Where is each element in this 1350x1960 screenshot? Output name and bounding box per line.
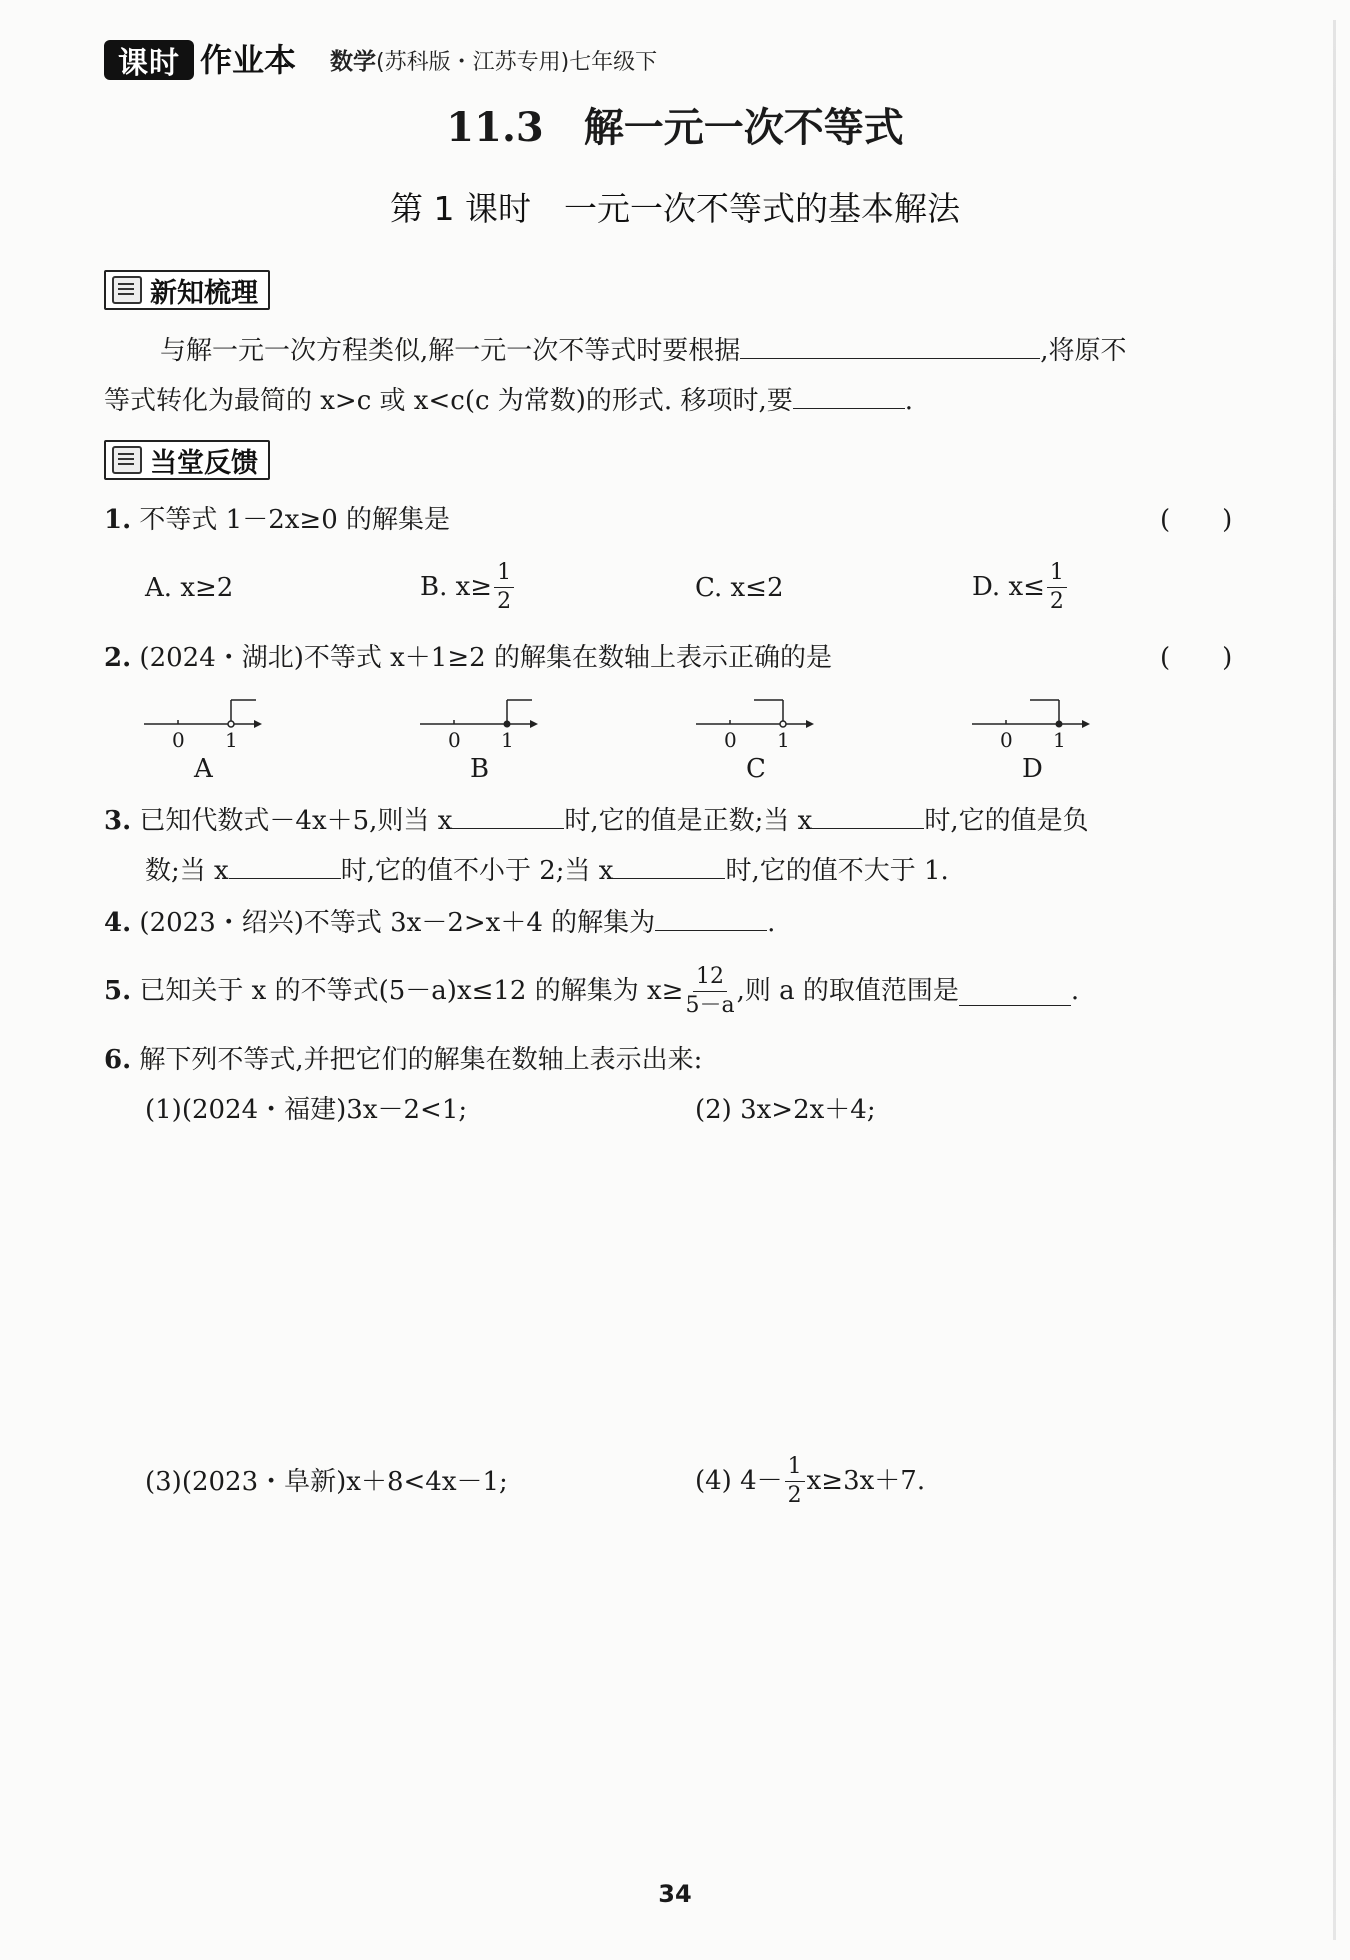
section-new-knowledge: [104, 270, 270, 310]
number-line-graphic: [694, 688, 814, 728]
tick-label-one: 1: [1053, 728, 1066, 752]
question-3-cont: [145, 850, 1245, 891]
sub-question-4: [695, 1446, 925, 1516]
edition-label: (苏科版・江苏专用)七年级下: [376, 50, 658, 75]
tick-label-zero: 0: [172, 728, 185, 752]
book-icon: [112, 276, 142, 304]
answer-blank[interactable]: [959, 977, 1071, 1006]
question-5: [104, 956, 1079, 1026]
answer-blank[interactable]: [655, 902, 767, 931]
answer-blank[interactable]: [793, 380, 905, 409]
question-3: [104, 800, 1254, 841]
answer-blank[interactable]: [812, 800, 924, 829]
question-text: x≥3x＋7.: [806, 1466, 926, 1496]
question-4: [104, 902, 775, 943]
option-label: A.: [145, 573, 173, 603]
question-text: 已知关于 x 的不等式(5－a)x≤12 的解集为 x≥: [139, 976, 684, 1006]
question-number: 4.: [104, 908, 132, 938]
question-stem: (2023・绍兴)不等式 3x－2>x＋4 的解集为: [139, 908, 656, 938]
answer-blank[interactable]: [229, 850, 341, 879]
number-line-d[interactable]: [970, 688, 1090, 784]
tick-label-zero: 0: [724, 728, 737, 752]
period: .: [767, 908, 776, 938]
question-text: 时,它的值是负: [924, 806, 1089, 836]
intro-text-suffix: ,将原不: [1040, 336, 1127, 366]
sub-question-2: (2) 3x>2x＋4;: [695, 1095, 876, 1125]
page-number: 34: [658, 1880, 692, 1908]
lesson-title: 第 1 课时 一元一次不等式的基本解法: [390, 189, 960, 228]
option-a[interactable]: [145, 568, 233, 608]
subject-label: 数学: [330, 49, 376, 75]
answer-blank[interactable]: [613, 850, 725, 879]
question-text: (4) 4－: [695, 1466, 783, 1496]
question-stem: 解下列不等式,并把它们的解集在数轴上表示出来:: [139, 1045, 703, 1075]
option-caption: C: [746, 754, 766, 784]
fraction-denominator: 2: [497, 588, 512, 614]
option-text: x≥2: [180, 573, 234, 603]
answer-blank[interactable]: [740, 330, 1040, 359]
number-line-b[interactable]: [418, 688, 538, 784]
question-text: ,则 a 的取值范围是: [736, 976, 959, 1006]
page-edge: [1333, 20, 1336, 1940]
number-line-c[interactable]: [694, 688, 814, 784]
tick-label-one: 1: [501, 728, 514, 752]
brand-logo: 课时: [104, 40, 194, 80]
tick-label-zero: 0: [448, 728, 461, 752]
tick-label-zero: 0: [1000, 728, 1013, 752]
chapter-title: 11.3 解一元一次不等式: [446, 104, 904, 151]
answer-blank[interactable]: [452, 800, 564, 829]
answer-parentheses[interactable]: ( ): [1160, 505, 1233, 535]
brand-name: 作业本: [200, 41, 297, 79]
question-text: 时,它的值不小于 2;当 x: [340, 856, 614, 886]
option-d[interactable]: [972, 552, 1069, 622]
fraction-numerator: 12: [693, 966, 727, 992]
question-number: 6.: [104, 1045, 132, 1075]
number-line-graphic: [418, 688, 538, 728]
section-label: 新知梳理: [150, 277, 258, 309]
question-text: 时,它的值是正数;当 x: [564, 806, 813, 836]
period: .: [1070, 976, 1080, 1006]
answer-parentheses[interactable]: ( ): [1160, 643, 1233, 673]
section-label: 当堂反馈: [150, 447, 258, 479]
answer-space-1-2[interactable]: [104, 1140, 1254, 1440]
fraction-denominator: 2: [1049, 588, 1064, 614]
option-text: x≥: [455, 572, 493, 602]
option-text: x≤: [1008, 572, 1045, 602]
question-number: 3.: [104, 806, 132, 836]
option-label: B.: [420, 572, 448, 602]
fraction-denominator: 2: [787, 1482, 802, 1508]
question-number: 1.: [104, 505, 132, 535]
option-label: C.: [695, 573, 723, 603]
option-c[interactable]: [695, 568, 784, 608]
question-number: 5.: [104, 976, 132, 1006]
sub-question-1: (1)(2024・福建)3x－2<1;: [145, 1095, 468, 1125]
intro-line-1: [160, 330, 1260, 371]
option-caption: A: [194, 754, 213, 784]
question-1: [104, 500, 450, 540]
option-text: x≤2: [730, 573, 784, 603]
answer-space-3-4[interactable]: [104, 1520, 1254, 1850]
section-feedback: [104, 440, 270, 480]
option-caption: B: [470, 754, 490, 784]
tick-label-one: 1: [777, 728, 790, 752]
question-stem: (2024・湖北)不等式 x＋1≥2 的解集在数轴上表示正确的是: [139, 643, 832, 673]
question-stem: 不等式 1－2x≥0 的解集是: [139, 505, 451, 535]
option-b[interactable]: [420, 552, 516, 622]
period: .: [904, 386, 913, 416]
fraction: [685, 963, 735, 1018]
fraction-denominator: 5－a: [685, 992, 735, 1018]
option-caption: D: [1022, 754, 1043, 784]
question-text: 时,它的值不大于 1.: [725, 856, 949, 886]
fraction: [494, 559, 514, 614]
fraction-numerator: 1: [494, 562, 514, 588]
option-label: D.: [972, 572, 1001, 602]
question-text: 数;当 x: [145, 856, 229, 886]
book-title: [330, 46, 657, 79]
question-text: 已知代数式－4x＋5,则当 x: [139, 806, 453, 836]
tick-label-one: 1: [225, 728, 238, 752]
pencil-icon: [112, 446, 142, 474]
number-line-a[interactable]: [142, 688, 262, 784]
fraction: [1047, 559, 1067, 614]
question-6: [104, 1040, 702, 1080]
intro-text-2: 等式转化为最简的 x>c 或 x<c(c 为常数)的形式. 移项时,要: [104, 386, 793, 416]
question-number: 2.: [104, 643, 132, 673]
number-line-graphic: [970, 688, 1090, 728]
number-line-graphic: [142, 688, 262, 728]
question-2: [104, 638, 832, 678]
intro-text: 与解一元一次方程类似,解一元一次不等式时要根据: [160, 336, 741, 366]
fraction: [785, 1453, 805, 1508]
intro-line-2: [104, 380, 1254, 421]
fraction-numerator: 1: [1047, 562, 1067, 588]
sub-question-3: (3)(2023・阜新)x＋8<4x－1;: [145, 1467, 508, 1497]
fraction-numerator: 1: [785, 1456, 805, 1482]
